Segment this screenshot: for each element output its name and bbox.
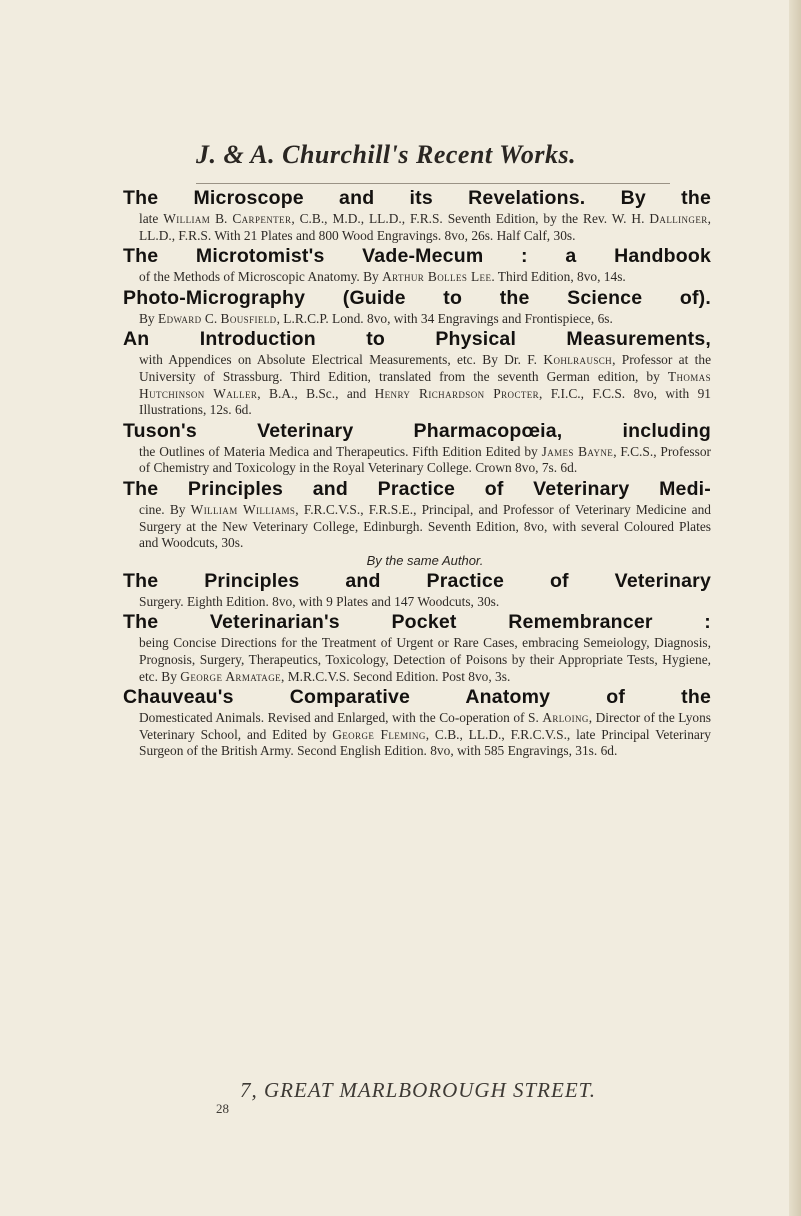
author-name: Thomas Hutchinson Waller [139, 368, 711, 401]
author-name: George Fleming [332, 726, 426, 742]
book-description [123, 269, 711, 286]
description-text: of the Methods of Microscopic Anatomy. By [139, 269, 383, 285]
running-head: J. & A. Churchill's Recent Works. [196, 140, 577, 169]
book-description [123, 211, 711, 244]
book-title: The Principles and Practice of Veterinary [123, 569, 711, 592]
book-entry [123, 186, 711, 244]
description-text: . Third Edition, 8vo, 14s. [491, 269, 626, 285]
book-title: The Microtomist's Vade-Mecum : a Handbook [123, 245, 711, 268]
book-entry [123, 685, 711, 760]
description-text: cine. By [139, 501, 191, 517]
book-title: The Microscope and its Revelations. By the [123, 187, 711, 209]
author-name: Arthur Bolles Lee [382, 269, 492, 285]
same-author-note: By the same Author. [366, 552, 484, 568]
description-text: , LL.D., F.R.S. With 21 Plates and 800 Wood Engravings. 8vo, 26s. Half Calf, 30s. [139, 211, 711, 243]
description-text: B. [210, 211, 233, 226]
author-name: James Bayne [541, 443, 614, 459]
book-entry [123, 244, 711, 286]
description-text: late [139, 211, 164, 226]
book-entry [123, 477, 711, 569]
book-entry [123, 610, 711, 685]
author-name: William Williams [190, 501, 296, 517]
description-text: , L.R.C.P. Lond. 8vo, with 34 Engravings and Frontispiece, 6s. [276, 310, 613, 326]
author-name: Carpenter [232, 211, 292, 226]
description-text: , Professor at the University of Strassburg. Third Edition, translated from the seventh German edition, by [139, 352, 712, 384]
book-description [123, 502, 711, 552]
description-text: , M.R.C.V.S. Second Edition. Post 8vo, 3s. [281, 668, 511, 684]
book-description [123, 635, 711, 685]
book-title: Tuson's Veterinary Pharmacopœia, including [123, 419, 711, 442]
book-entry [123, 327, 711, 418]
author-name: Dallinger [649, 211, 708, 226]
description-text: Surgery. Eighth Edition. 8vo, with 9 Plates and 147 Woodcuts, 30s. [139, 593, 500, 609]
book-description [123, 710, 711, 760]
author-name: Kohlrausch [543, 352, 613, 368]
book-title: The Principles and Practice of Veterinary Medi- [123, 477, 711, 500]
book-title: Photo-Micrography (Guide to the Science of). [123, 286, 711, 309]
description-text: Domesticated Animals. Revised and Enlarged, with the Co-operation of S. [139, 710, 543, 726]
header-rule [196, 183, 670, 184]
description-text: being Concise Directions for the Treatment of Urgent or Rare Cases, embracing Semeiology, Diagnosis, Prognosis, Surgery, Therapeutics, Toxicology, Detection of Poisons by their Appropriate Tests, Hygiene, etc. By [139, 635, 711, 684]
book-description [123, 594, 711, 611]
description-text: , B.A., B.Sc., and [257, 385, 375, 401]
description-text: , F.R.C.V.S., F.R.S.E., Principal, and Professor of Veterinary Medicine and Surgery at the New Veterinary College, Edinburgh. Seventh Edition, 8vo, with several Coloured Plates and Woodcuts, 30s. [139, 501, 711, 551]
book-title: The Veterinarian's Pocket Remembrancer : [123, 611, 711, 634]
book-title: An Introduction to Physical Measurements, [123, 328, 711, 351]
book-catalogue-list [123, 186, 711, 760]
description-text: , Director of the Lyons Veterinary School, and Edited by [139, 710, 711, 742]
book-entry [123, 419, 711, 477]
description-text: with Appendices on Absolute Electrical Measurements, etc. By Dr. F. [139, 352, 544, 368]
description-text: , C.B., LL.D., F.R.C.V.S., late Principal Veterinary Surgeon of the British Army. Second English Edition. 8vo, with 585 Engravings, 31s. 6d. [139, 726, 711, 759]
description-text: the Outlines of Materia Medica and Therapeutics. Fifth Edition Edited by [139, 443, 542, 459]
book-entry [123, 569, 711, 611]
page-edge [789, 0, 801, 1216]
author-name: Bousfield [220, 310, 277, 326]
author-name: Arloing [542, 710, 589, 726]
book-description [123, 352, 711, 418]
author-name: Edward [157, 310, 202, 326]
description-text: C. [201, 310, 221, 326]
author-name: Henry Richardson Procter [374, 385, 540, 401]
description-text: By [139, 310, 158, 326]
description-text: , F.C.S., Professor of Chemistry and Toxicology in the Royal Veterinary College. Crown 8vo, 7s. 6d. [139, 443, 711, 476]
book-title: Chauveau's Comparative Anatomy of the [123, 686, 711, 709]
author-name: George Armatage [180, 668, 282, 684]
book-entry [123, 286, 711, 328]
publisher-address: 7, GREAT MARLBOROUGH STREET. [240, 1078, 597, 1102]
author-name: William [163, 211, 211, 226]
book-description [123, 311, 711, 328]
description-text: , F.I.C., F.C.S. 8vo, with 91 Illustrations, 12s. 6d. [139, 385, 711, 418]
book-description [123, 444, 711, 477]
page-number: 28 [216, 1101, 229, 1116]
description-text: , C.B., M.D., LL.D., F.R.S. Seventh Edition, by the Rev. W. H. [291, 211, 650, 226]
